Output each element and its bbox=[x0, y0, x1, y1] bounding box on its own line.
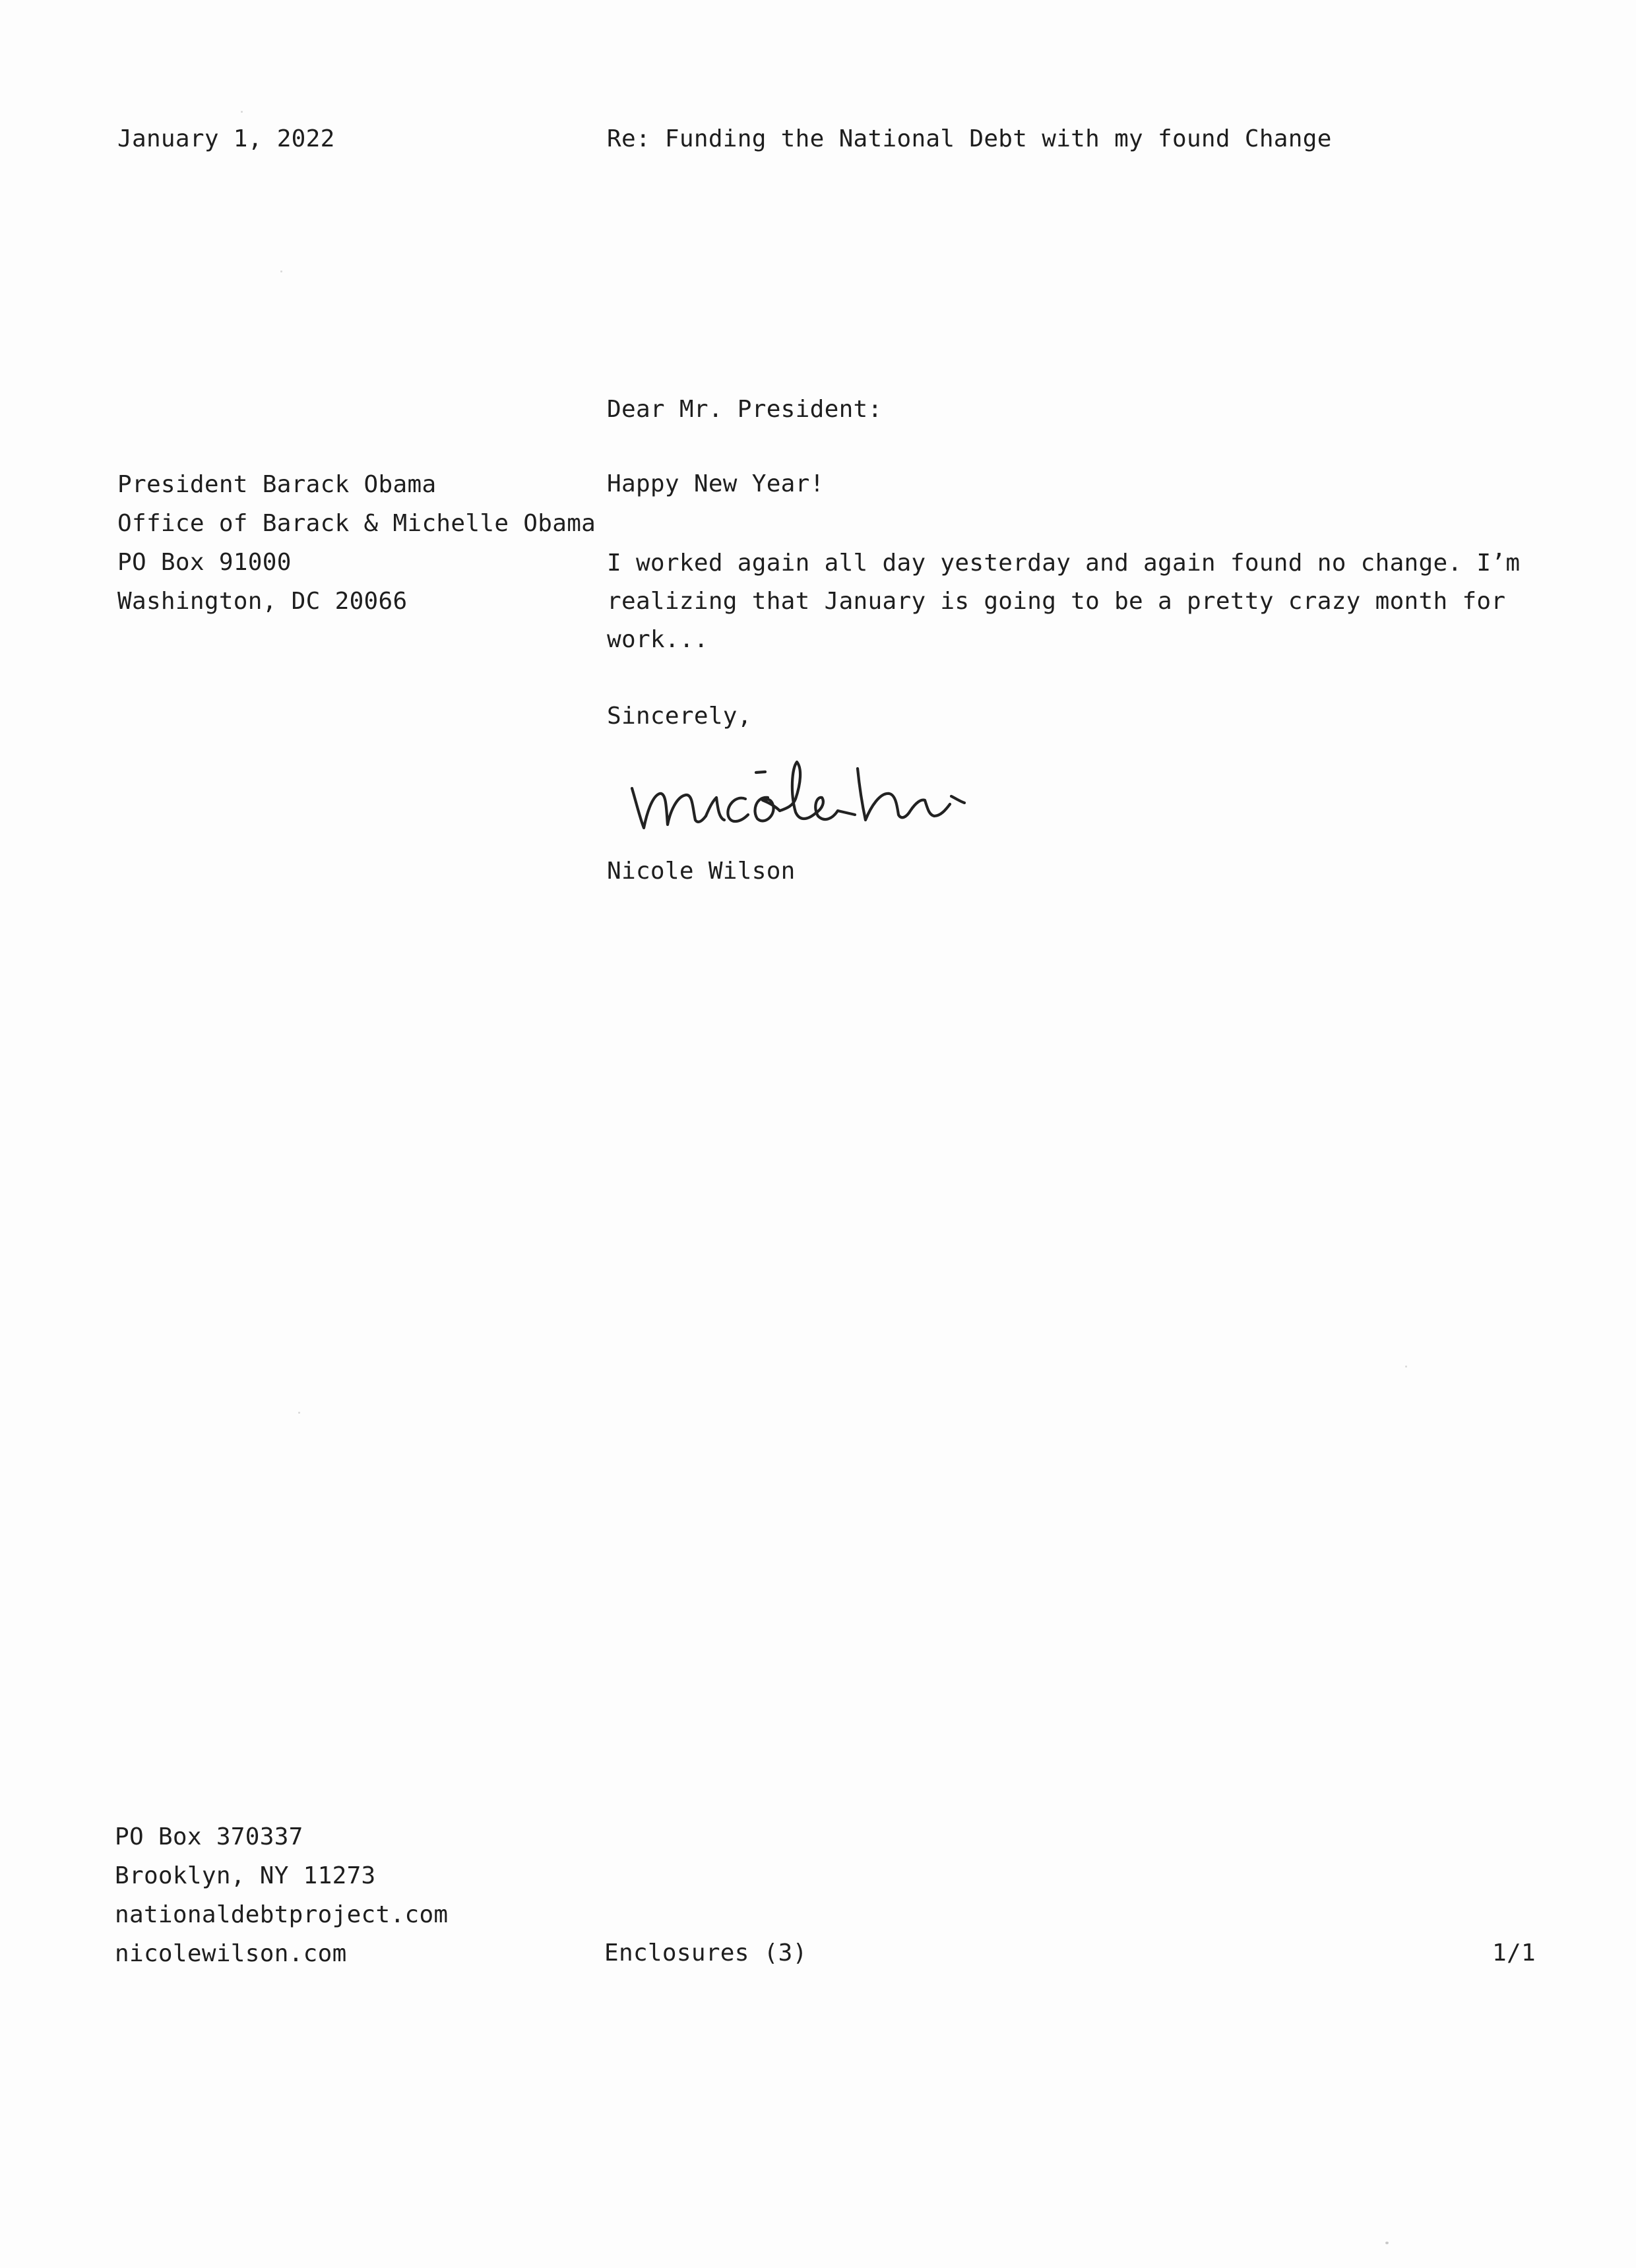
closing: Sincerely, bbox=[607, 703, 752, 730]
letter-subject: Re: Funding the National Debt with my found Change bbox=[607, 125, 1332, 152]
body-line: I worked again all day yesterday and again found no change. I’m bbox=[607, 550, 1521, 577]
sender-website-link[interactable]: nicolewilson.com bbox=[115, 1940, 347, 1967]
recipient-line: PO Box 91000 bbox=[117, 549, 292, 576]
body-line: work... bbox=[607, 626, 708, 653]
sender-name: Nicole Wilson bbox=[607, 858, 796, 885]
sender-address bbox=[115, 1817, 448, 1973]
scan-speck bbox=[241, 111, 243, 113]
sender-address-line: Brooklyn, NY 11273 bbox=[115, 1862, 376, 1889]
recipient-line: President Barack Obama bbox=[117, 471, 437, 498]
sender-website-link[interactable]: nationaldebtproject.com bbox=[115, 1901, 449, 1928]
recipient-line: Office of Barack & Michelle Obama bbox=[117, 510, 596, 537]
enclosures-note: Enclosures (3) bbox=[604, 1939, 807, 1967]
body-paragraph bbox=[607, 544, 1520, 659]
greeting: Happy New Year! bbox=[607, 470, 825, 497]
recipient-line: Washington, DC 20066 bbox=[117, 588, 408, 615]
letter-date: January 1, 2022 bbox=[117, 125, 335, 152]
page-number: 1/1 bbox=[1492, 1939, 1536, 1967]
salutation: Dear Mr. President: bbox=[607, 396, 883, 423]
handwritten-signature bbox=[627, 742, 996, 841]
scan-speck bbox=[1385, 2242, 1389, 2244]
scan-speck bbox=[1405, 1366, 1407, 1368]
sender-address-line: PO Box 370337 bbox=[115, 1823, 303, 1850]
scan-speck bbox=[280, 270, 282, 272]
body-line: realizing that January is going to be a pretty crazy month for bbox=[607, 588, 1506, 615]
recipient-address bbox=[117, 465, 596, 621]
scan-speck bbox=[298, 1412, 300, 1414]
